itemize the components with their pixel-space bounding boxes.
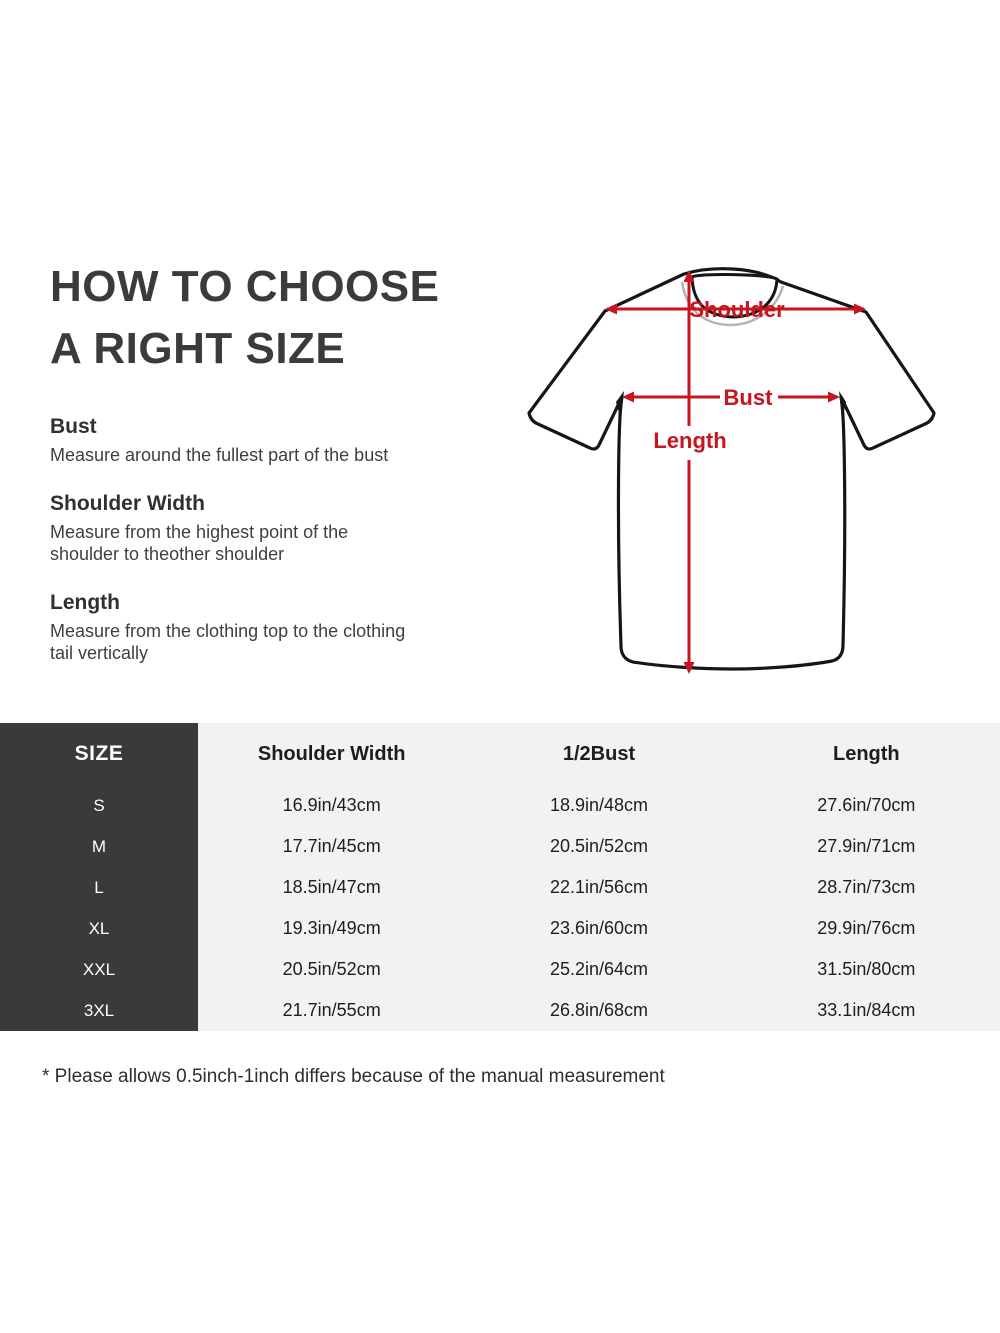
cell-bust: 18.9in/48cm: [549, 795, 649, 815]
page-title: [50, 256, 455, 379]
cell-shoulder: 17.7in/45cm: [282, 836, 381, 856]
measure-item-shoulder: [50, 492, 455, 566]
cell-bust: 23.6in/60cm: [549, 918, 649, 938]
cell-shoulder: 20.5in/52cm: [282, 959, 381, 979]
shoulder-arrow-label: Shoulder: [689, 297, 785, 322]
cell-shoulder: 19.3in/49cm: [282, 918, 381, 938]
measure-description-shoulder: Measure from the highest point of the shoulder to theother shoulder: [50, 521, 349, 565]
cell-size: S: [93, 795, 105, 815]
table-rows: [0, 723, 1000, 1031]
measure-item-bust: [50, 415, 455, 467]
page-title-line-2: A RIGHT SIZE: [50, 323, 346, 373]
measurement-disclaimer: * Please allows 0.5inch-1inch differs because of the manual measurement: [42, 1066, 665, 1087]
cell-length: 29.9in/76cm: [817, 918, 916, 938]
table-row-l: [0, 867, 1000, 908]
cell-length: 27.6in/70cm: [817, 795, 916, 815]
measure-heading-shoulder: Shoulder Width: [50, 491, 205, 515]
bust-arrow-label: Bust: [723, 385, 773, 410]
measure-description-length: Measure from the clothing top to the clothing tail vertically: [50, 620, 406, 664]
table-header-row: [0, 723, 1000, 785]
tshirt-outline: [529, 269, 934, 669]
cell-size: XL: [88, 918, 110, 938]
cell-length: 27.9in/71cm: [817, 836, 916, 856]
tshirt-measurement-diagram: [500, 250, 960, 690]
measure-description-bust: Measure around the fullest part of the bust: [50, 445, 389, 466]
cell-length: 28.7in/73cm: [817, 877, 916, 897]
measure-item-length: [50, 591, 455, 665]
length-arrow-label: Length: [653, 428, 727, 453]
measure-heading-length: Length: [50, 590, 120, 614]
cell-shoulder: 16.9in/43cm: [282, 795, 381, 815]
table-row-s: [0, 785, 1000, 826]
table-row-xl: [0, 908, 1000, 949]
cell-shoulder: 21.7in/55cm: [282, 1000, 381, 1020]
cell-size: M: [91, 836, 107, 856]
header-cell-shoulder: Shoulder Width: [257, 742, 406, 765]
measure-heading-bust: Bust: [50, 415, 97, 439]
header-cell-bust: 1/2Bust: [562, 742, 636, 765]
page-title-line-1: HOW TO CHOOSE: [50, 262, 440, 311]
table-row-3xl: [0, 990, 1000, 1031]
cell-size: L: [94, 877, 104, 897]
size-chart-table: [0, 723, 1000, 1031]
cell-bust: 26.8in/68cm: [549, 1000, 649, 1020]
table-row-m: [0, 826, 1000, 867]
cell-bust: 20.5in/52cm: [549, 836, 649, 856]
cell-size: XXL: [82, 959, 116, 979]
header-cell-length: Length: [832, 742, 900, 765]
cell-bust: 22.1in/56cm: [549, 877, 649, 897]
cell-length: 33.1in/84cm: [817, 1000, 916, 1020]
table-row-xxl: [0, 949, 1000, 990]
cell-size: 3XL: [83, 1000, 115, 1020]
cell-shoulder: 18.5in/47cm: [282, 877, 381, 897]
cell-bust: 25.2in/64cm: [549, 959, 649, 979]
intro-section: [50, 256, 455, 690]
cell-length: 31.5in/80cm: [817, 959, 916, 979]
header-cell-size: SIZE: [74, 742, 124, 765]
